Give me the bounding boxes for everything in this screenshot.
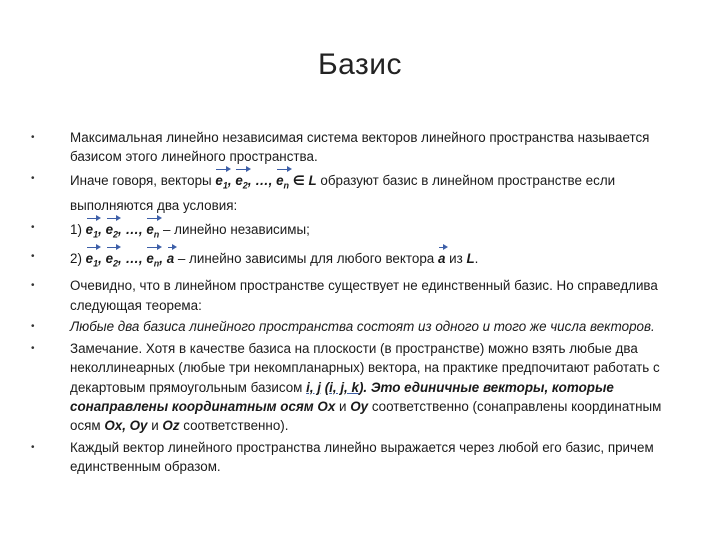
text: соответственно). — [179, 418, 289, 434]
basis-ij: i, j — [306, 379, 321, 395]
vector-a: a — [438, 247, 445, 268]
text: . — [474, 250, 479, 266]
theorem-text: Любые два базиса линейного пространства состоят из одного и того же числа векторов. — [70, 319, 655, 335]
vector-a: a — [167, 247, 174, 268]
vector-e2: $e_2$ — [235, 169, 247, 196]
text: , — [159, 250, 167, 266]
list-item — [28, 438, 688, 477]
vector-e2: $e_2$ — [106, 218, 118, 245]
math-text: Ox, Oy — [104, 418, 148, 434]
text: соответственно (сонаправлены координатным осям — [70, 399, 662, 434]
vector-e1: $e_1$ — [86, 218, 98, 245]
text: 1) — [70, 221, 86, 237]
math-text: ∈ L — [289, 173, 317, 188]
text: Иначе говоря, векторы — [70, 173, 212, 188]
math-text: Ox — [317, 399, 336, 415]
text: из — [445, 250, 467, 266]
bullet-icon: • — [31, 132, 35, 143]
basis-ijk: i, j, k — [329, 379, 359, 395]
list-item — [28, 128, 688, 167]
text: – линейно зависимы для любого вектора — [174, 250, 438, 266]
vector-en: $e_n$ — [146, 218, 159, 245]
text: и — [335, 399, 351, 415]
slide-title: Базис — [317, 48, 403, 81]
list-item — [28, 247, 688, 274]
bullet-icon: • — [31, 173, 35, 184]
list-item — [28, 218, 688, 245]
vector-e2: $e_2$ — [106, 247, 118, 274]
bullet-icon: • — [31, 442, 35, 454]
bullet-icon: • — [31, 280, 35, 292]
text: , — [98, 250, 106, 266]
text: образуют базис в линейном пространстве если выполняются два условия: — [70, 173, 616, 214]
math-text: Oz — [162, 418, 180, 434]
vector-en: $e_n$ — [146, 247, 159, 274]
math-text: L — [466, 250, 475, 266]
text: , …, — [118, 250, 147, 266]
text: 2) — [70, 250, 86, 266]
math-text: Oy — [350, 399, 369, 415]
text: и — [147, 418, 163, 434]
text: Замечание. Хотя в качестве базиса на плоскости (в пространстве) можно взять любые два неколлинеарных (любые три некомпланарных) вектора, на практике предпочитают работать с декартовым прямоугольным базисом — [70, 340, 660, 395]
list-item — [28, 169, 688, 215]
bullet-icon: • — [31, 221, 35, 233]
text: ). Это единичные векторы, которые сонаправлены координатным осям — [70, 379, 614, 415]
text: ( — [320, 379, 330, 395]
vector-en: $e_n$ — [276, 169, 289, 196]
text: , …, — [118, 221, 147, 237]
text: – линейно независимы; — [159, 221, 310, 237]
list-item — [28, 339, 688, 436]
bullet-icon: • — [31, 321, 35, 333]
vector-e1: $e_1$ — [215, 169, 227, 196]
text: , …, — [247, 173, 277, 188]
text: Очевидно, что в линейном пространстве существует не единственный базис. Но справедлива следующая теорема: — [70, 278, 658, 313]
vector-e1: $e_1$ — [86, 247, 98, 274]
list-item — [28, 317, 688, 336]
list-item — [28, 276, 688, 315]
text: Каждый вектор линейного пространства линейно выражается через любой его базис, причем единственным образом. — [70, 440, 654, 475]
bullet-icon: • — [31, 250, 35, 262]
text: , — [98, 221, 106, 237]
definition-text: Максимальная линейно независимая система векторов линейного пространства называется базисом этого линейного пространства. — [70, 130, 650, 165]
bullet-icon: • — [31, 342, 35, 354]
text: , — [227, 173, 236, 188]
bullet-list — [28, 128, 688, 479]
